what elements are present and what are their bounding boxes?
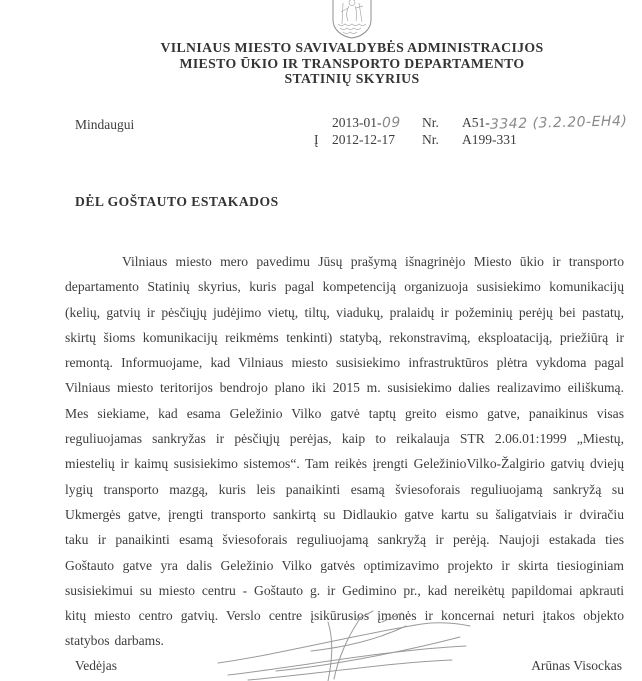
ref-out-number-typed: A51- (462, 115, 490, 130)
ref-in-date: 2012-12-17 (332, 131, 395, 147)
ref-in-prefix: Į (314, 131, 319, 147)
vilnius-coat-of-arms-icon (329, 0, 375, 40)
ref-in-nr-label: Nr. (422, 131, 439, 147)
ref-out-date (332, 115, 418, 132)
ref-in-number: A199-331 (462, 131, 517, 147)
reference-block (314, 115, 627, 148)
addressee: Mindaugui (75, 117, 135, 132)
ref-out-nr-label: Nr. (422, 115, 439, 130)
organization-header (62, 40, 642, 87)
signatory-title: Vedėjas (75, 658, 117, 673)
org-name-line2: MIESTO ŪKIO IR TRANSPORTO DEPARTAMENTO (179, 55, 525, 71)
ref-out-prefix-spacer (314, 115, 328, 132)
ref-out-date-typed: 2013-01- (332, 115, 382, 130)
org-name-line1: VILNIAUS MIESTO SAVIVALDYBĖS ADMINISTRACIJOS (160, 40, 544, 55)
ref-out-number (462, 115, 627, 132)
signature-scribble-icon (216, 609, 478, 681)
ref-out-date-handwritten: 09 (381, 114, 401, 132)
body-paragraph: Vilniaus miesto mero pavedimu Jūsų prašymą išnagrinėjo Miesto ūkio ir transporto departamento Statinių skyrius, kuris pagal kompetenciją organizuoja susisiekimo komunikacijų (kelių, gatvių ir pėsčiųjų judėjimo vietų, tiltų, viadukų, pralaidų ir požeminių perėjų bei pastatų, skirtų šioms komunikacijų reikmėms tenkinti) statybą, rekonstravimą, eksploataciją, priežiūrą ir remontą. Informuojame, kad Vilniaus miesto susisiekimo infrastruktūros plėtra vykdoma pagal Vilniaus miesto teritorijos bendrojo plano iki 2015 m. susisiekimo dalies realizavimo eiliškumą. Mes siekiame, kad esama Geležinio Vilko gatvė taptų greito eismo gatve, panaikinus visas reguliuojamas sankryžas ir pėsčiųjų perėjas, kaip to reikalauja STR 2.06.01:1999 „Miestų, miestelių ir kaimų susisiekimo sistemos“. Tam reikės įrengti GeležinioVilko-Žalgirio gatvių dviejų lygių transporto mazgą, kuris leis panaikinti esamą šviesoforais reguliuojamą sankryžą su Ukmergės gatve, įrengti transporto sankirtą su Didlaukio gatve kartu su šaligatviais ir dviračiu taku ir panaikinti esamą šviesoforais reguliuojamą sankryžą ir perėją. Naujoji estakada ties Goštauto gatve yra dalis Geležinio Vilko gatvės optimizavimo projekto ir skirta tiesioginiam susisiekimui su miesto centru - Goštauto g. ir Gedimino pr., kad nereikėtų papildomai apkrauti kitų miesto centro gatvių. Verslo centre įsikūrusios įmonės ir koncernai neturi įtakos objekto statybos darbams. (65, 254, 624, 649)
subject-heading: DĖL GOŠTAUTO ESTAKADOS (75, 194, 279, 209)
org-name-line3: STATINIŲ SKYRIUS (284, 71, 420, 87)
signatory-name: Arūnas Visockas (531, 658, 622, 673)
ref-out-number-handwritten: 3342 (3.2.20-EH4) (489, 113, 628, 133)
